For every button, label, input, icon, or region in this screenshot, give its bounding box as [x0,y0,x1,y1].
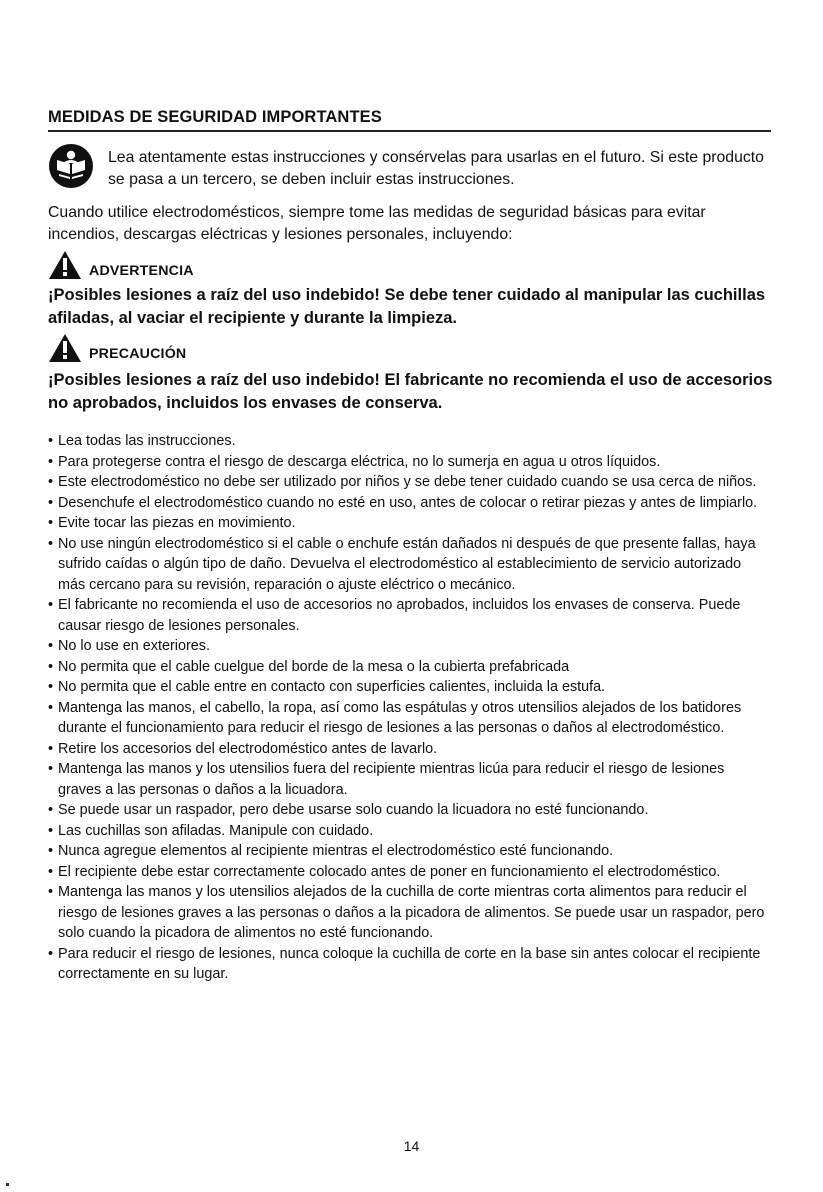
list-item-text: Mantenga las manos, el cabello, la ropa, así como las espátulas y otros utensilios alejados de los batidores durante el funcionamiento para reducir el riesgo de lesiones a las personas o daños al electrodoméstico. [58,699,742,736]
list-item-text: Desenchufe el electrodoméstico cuando no esté en uso, antes de colocar o retirar piezas y antes de limpiarlo. [58,494,758,511]
list-item [48,862,768,883]
bullet-mark: • [48,802,54,818]
list-item-text: Retire los accesorios del electrodoméstico antes de lavarlo. [58,740,438,757]
list-item [48,739,768,760]
list-item [48,677,768,698]
list-item [48,657,768,678]
read-manual-icon [48,143,94,189]
list-item-text: No use ningún electrodoméstico si el cable o enchufe están dañados ni después de que presente fallas, haya sufrido caídas o algún tipo de daño. Devuelva el electrodoméstico al establecimiento de servicio autorizado más cercano para su revisión, reparación o ajuste eléctrico o mecánico. [58,535,756,593]
warning-triangle-icon [48,333,82,363]
caution-text: ¡Posibles lesiones a raíz del uso indebido! El fabricante no recomienda el uso de accesorios no aprobados, incluidos los envases de conserva. [48,371,773,412]
list-item [48,534,768,596]
list-item-text: Para reducir el riesgo de lesiones, nunca coloque la cuchilla de corte en la base sin antes colocar el recipiente correctamente en su lugar. [58,945,761,982]
list-item-text: Las cuchillas son afiladas. Manipule con cuidado. [58,822,374,839]
list-item-text: Lea todas las instrucciones. [58,433,236,449]
list-item-text: Evite tocar las piezas en movimiento. [58,515,296,531]
list-item [48,452,768,473]
bullet-mark: • [48,433,54,449]
list-item-text: No permita que el cable entre en contacto con superficies calientes, incluida la estufa. [58,679,606,695]
list-item [48,472,768,493]
caution-heading: PRECAUCIÓN [89,346,187,362]
list-item [48,759,768,800]
list-item [48,821,768,842]
list-item [48,595,768,636]
page-number: 14 [403,1138,420,1154]
list-item [48,841,768,862]
list-item [48,636,768,657]
bullet-mark: • [48,679,54,695]
bullet-mark: • [48,699,54,716]
safety-instructions-list [48,431,768,985]
bullet-mark: • [48,658,54,675]
list-item [48,800,768,821]
intro-text: Lea atentamente estas instrucciones y consérvelas para usarlas en el futuro. Si este producto se pasa a un tercero, se deben incluir estas instrucciones. [108,149,764,188]
bullet-mark: • [48,535,54,552]
bullet-mark: • [48,884,54,900]
bullet-mark: • [48,761,54,777]
list-item-text: No lo use en exteriores. [58,638,210,654]
bullet-mark: • [48,597,54,613]
list-item-text: Mantenga las manos y los utensilios fuera del recipiente mientras licúa para reducir el riesgo de lesiones graves a las personas o daños a la licuadora. [58,761,725,798]
list-item-text: Para protegerse contra el riesgo de descarga eléctrica, no lo sumerja en agua u otros líquidos. [58,453,661,470]
bullet-mark: • [48,515,54,531]
list-item-text: No permita que el cable cuelgue del borde de la mesa o la cubierta prefabricada [58,658,570,675]
corner-mark [6,1183,9,1186]
list-item-text: Nunca agregue elementos al recipiente mientras el electrodoméstico esté funcionando. [58,843,614,859]
list-item [48,698,768,739]
bullet-mark: • [48,740,54,757]
warning-text: ¡Posibles lesiones a raíz del uso indebido! Se debe tener cuidado al manipular las cuchillas afiladas, al vaciar el recipiente y durante la limpieza. [48,286,766,327]
bullet-mark: • [48,494,54,511]
list-item-text: Este electrodoméstico no debe ser utilizado por niños y se debe tener cuidado cuando se usa cerca de niños. [58,474,757,490]
list-item [48,944,768,985]
list-item-text: Se puede usar un raspador, pero debe usarse solo cuando la licuadora no esté funcionando. [58,802,649,818]
list-item [48,493,768,514]
bullet-mark: • [48,474,54,490]
list-item-text: El recipiente debe estar correctamente colocado antes de poner en funcionamiento el electrodoméstico. [58,863,721,880]
list-item-text: El fabricante no recomienda el uso de accesorios no aprobados, incluidos los envases de conserva. Puede causar riesgo de lesiones personales. [58,597,741,634]
bullet-mark: • [48,453,54,470]
list-item-text: Mantenga las manos y los utensilios alejados de la cuchilla de corte mientras corta alimentos para reducir el riesgo de lesiones graves a las personas o daños a la picadora de alimentos. Se puede usar un raspador, pero solo cuando la picadora de alimentos no esté funcionando. [58,884,765,941]
warning-heading: ADVERTENCIA [89,263,194,279]
warning-triangle-icon [48,250,82,280]
bullet-mark: • [48,638,54,654]
bullet-mark: • [48,863,54,880]
general-safety-text: Cuando utilice electrodomésticos, siempre tome las medidas de seguridad básicas para evitar incendios, descargas eléctricas y lesiones personales, incluyendo: [48,204,706,243]
bullet-mark: • [48,945,54,962]
list-item [48,513,768,534]
bullet-mark: • [48,822,54,839]
bullet-mark: • [48,843,54,859]
list-item [48,882,768,944]
title-divider [48,130,771,132]
page-title: MEDIDAS DE SEGURIDAD IMPORTANTES [48,108,382,126]
list-item [48,431,768,452]
